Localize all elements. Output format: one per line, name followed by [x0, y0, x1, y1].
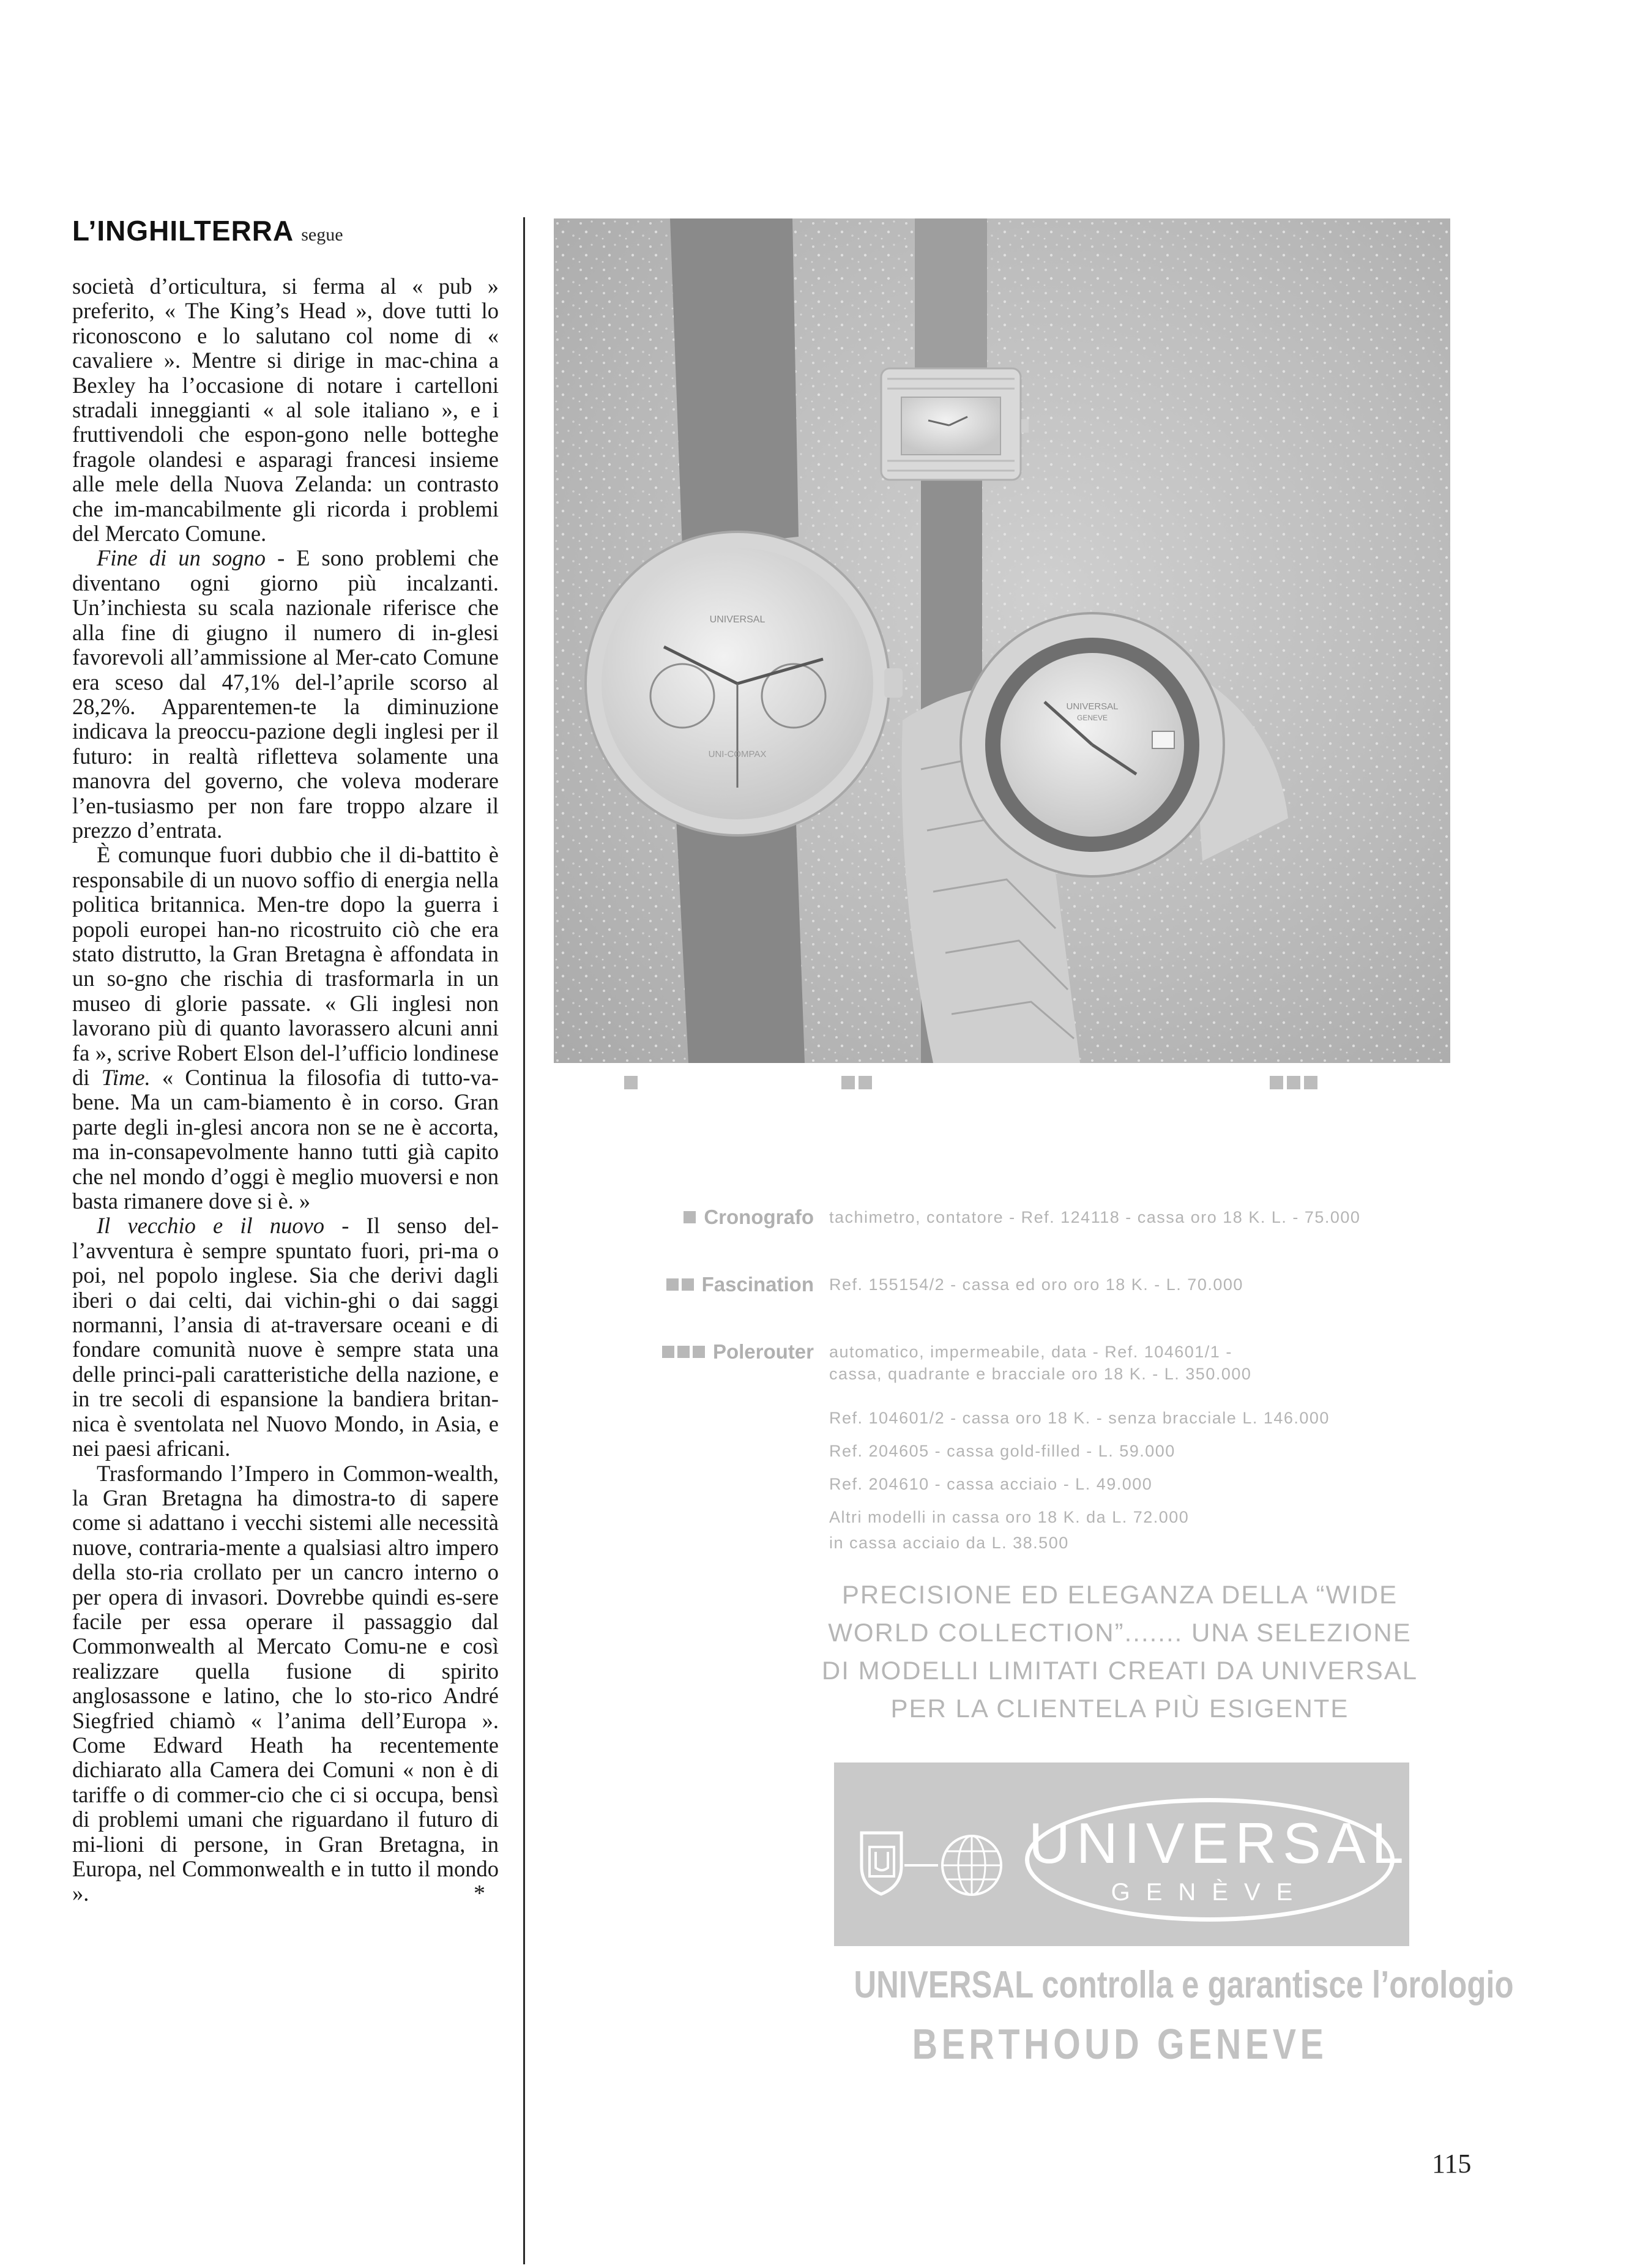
article-line: l’avventura è sempre spuntato fuori, pri-	[72, 1237, 452, 1263]
article-line: pali caratteristiche della nazione, e in tre	[72, 1361, 499, 1412]
article-line: sere facile per essa operare il passaggio	[72, 1584, 499, 1634]
spec-marker	[677, 1346, 690, 1358]
article-line: opera di invasori. Dovrebbe quindi es-	[108, 1584, 463, 1610]
article-line: È comunque fuori dubbio che il di-	[97, 842, 424, 868]
marker-two	[841, 1076, 876, 1089]
article-line: ne e così realizzare quella fusione di	[72, 1633, 499, 1684]
article-line: che nel mondo d’oggi è meglio muoversi	[72, 1163, 443, 1189]
article-paragraph	[72, 274, 499, 546]
article-line: il mondo ».	[72, 1856, 499, 1906]
article-line: l’ufficio londinese di Time. « Continua	[72, 1040, 499, 1090]
end-mark: *	[474, 1881, 485, 1907]
article-line: del governo, che voleva moderare l’en-	[72, 768, 499, 818]
article-line: no ricostruito ciò che era stato distrutto,	[72, 916, 499, 966]
article-line: ma o poi, nel popolo inglese. Sia che	[72, 1237, 499, 1288]
slogan-line: WORLD COLLECTION”....... UNA SELEZIONE	[828, 1618, 1412, 1647]
spec-detail: Ref. 204605 - cassa gold-filled - L. 59.000	[829, 1442, 1175, 1460]
article-line: tusiasmo per non fare troppo alzare il	[114, 793, 499, 818]
polerouter-dial-city: GENEVE	[1076, 714, 1108, 722]
article-paragraph	[72, 1214, 499, 1461]
article-line: glesi favorevoli all’ammissione al Mer-	[72, 619, 499, 670]
article-line: pazione degli inglesi per il futuro: in	[72, 718, 499, 769]
article-line: l’aprile scorso al 28,2%. Apparentemen-	[72, 669, 499, 719]
article-line: che alla fine di giugno il numero di in-	[72, 595, 499, 645]
article-line: tre dopo la guerra i popoli europei han-	[72, 892, 499, 942]
article-line: dell’Europa ». Come Edward Heath ha	[72, 1707, 499, 1758]
article-line: Mercato Comune.	[105, 521, 267, 546]
chronograph-dial-brand: UNIVERSAL	[709, 614, 766, 625]
article-line: società d’orticultura, si ferma al « pub »	[72, 274, 499, 299]
photo-markers	[554, 1076, 1450, 1094]
spec-detail: Altri modelli in cassa oro 18 K. da L. 72.000	[829, 1508, 1190, 1526]
spec-marker	[666, 1278, 679, 1291]
article-line: ria crollato per un cancro interno o per	[72, 1559, 499, 1610]
article-line: china a Bexley ha l’occasione di notare	[72, 348, 499, 398]
article-line: cio che ci si occupa, bensì di problemi	[72, 1781, 499, 1832]
polerouter-dial-brand: UNIVERSAL	[1066, 701, 1119, 712]
spec-detail: automatico, impermeabile, data - Ref. 104601/1 -	[829, 1343, 1232, 1361]
article-line: nuove è sempre stata una delle princi-	[72, 1337, 499, 1387]
article-line: non lavorano più di quanto lavorassero	[72, 990, 499, 1041]
article-line: lioni di persone, in Gran Bretagna, in	[103, 1831, 499, 1857]
article-line: Asia, e nei paesi africani.	[72, 1411, 499, 1461]
watches-illustration	[554, 218, 1450, 1063]
article-line: di energia nella politica britannica. Men-	[72, 867, 499, 917]
chronograph-dial-model: UNI-COMPAX	[708, 749, 767, 759]
article-paragraph	[72, 1461, 499, 1906]
marker-three	[1270, 1076, 1321, 1089]
article-line: preferito, « The King’s Head », dove tutti	[72, 298, 472, 324]
section-continued-label: segue	[301, 225, 343, 245]
article-line: to di sapere come si adattano i vecchi	[72, 1485, 499, 1535]
article-line: glesi ancora non se ne è accorta, ma in-	[72, 1114, 499, 1165]
spec-marker	[684, 1211, 696, 1223]
article-line: spirito anglosassone e latino, che lo sto-	[72, 1658, 499, 1709]
article-line: Nuova Zelanda: un contrasto che im-	[72, 471, 499, 521]
watches-photo	[554, 218, 1450, 1063]
article-line: cato Comune era sceso dal 47,1% del-	[72, 644, 499, 695]
article-line: dal Commonwealth al Mercato Comu-	[72, 1608, 499, 1659]
spec-detail: Ref. 204610 - cassa acciaio - L. 49.000	[829, 1475, 1153, 1493]
article-paragraph	[72, 843, 499, 1214]
article-line: museo di glorie passate. « Gli inglesi	[72, 990, 452, 1016]
slogan-line: PER LA CLIENTELA PIÙ ESIGENTE	[890, 1694, 1349, 1723]
article-line: mente a qualsiasi altro impero della sto-	[72, 1534, 499, 1585]
page-number: 115	[1432, 2149, 1472, 2179]
article-line: biamento è in corso. Gran parte degli in-	[72, 1089, 499, 1140]
article-column	[72, 274, 499, 1906]
crest-and-globe-icon	[859, 1830, 1012, 1897]
article-line: wealth, la Gran Bretagna ha dimostra-	[72, 1460, 499, 1510]
article-line: derivi dagli iberi o dai celti, dai vichin-	[72, 1263, 499, 1313]
spec-name: Polerouter	[662, 1340, 814, 1363]
article-line: ghi o dai saggi normanni, l’ansia di at-	[72, 1287, 499, 1338]
section-header	[72, 214, 343, 247]
article-subhead: Il vecchio e il nuovo	[97, 1213, 325, 1239]
article-line: Europa, nel Commonwealth e in tutto	[72, 1856, 412, 1881]
article-line: la Gran Bretagna è affondata in un so-	[72, 941, 499, 991]
article-line: asparagi francesi insieme alle mele della	[72, 446, 499, 497]
article-line: battito è responsabile di un nuovo soffio	[72, 842, 499, 892]
article-line: alcuni anni fa », scrive Robert Elson del-	[72, 1015, 499, 1065]
article-line: Trasformando l’Impero in Common-	[97, 1460, 434, 1486]
article-subhead: Fine di un sogno	[97, 545, 266, 571]
section-title: L’INGHILTERRA	[72, 215, 294, 247]
column-divider	[523, 217, 525, 2264]
article-line: « cavaliere ». Mentre si dirige in mac-	[72, 323, 499, 373]
article-line: mancabilmente gli ricorda i problemi del	[72, 496, 499, 546]
article-line: lo riconoscono e lo salutano col nome di	[72, 298, 499, 348]
guarantee-tagline: UNIVERSAL controlla e garantisce l’orologio	[854, 1964, 1514, 2006]
article-line: rico André Siegfried chiamò « l’anima	[72, 1683, 499, 1733]
spec-name: Fascination	[666, 1273, 814, 1296]
article-line: Un’inchiesta su scala nazionale riferisce	[72, 595, 456, 621]
spec-detail: Ref. 104601/2 - cassa oro 18 K. - senza bracciale L. 146.000	[829, 1409, 1330, 1427]
article-line: umani che riguardano il futuro di mi-	[72, 1807, 499, 1857]
article-line: te la diminuzione indicava la preoccu-	[72, 693, 499, 744]
article-line: prezzo d’entrata.	[72, 817, 223, 843]
slogan-line: DI MODELLI LIMITATI CREATI DA UNIVERSAL	[821, 1656, 1418, 1685]
spec-name: Cronografo	[684, 1206, 814, 1229]
logo-city: GENÈVE	[1111, 1879, 1309, 1906]
article-line: traversare oceani e di fondare comunità	[72, 1312, 499, 1362]
slogan-line: PRECISIONE ED ELEGANZA DELLA “WIDE	[841, 1580, 1398, 1609]
article-line: gono nelle botteghe fragole olandesi e	[72, 422, 499, 472]
article-line: realtà rifletteva solamente una manovra	[72, 743, 499, 794]
ad-slogan	[795, 1576, 1444, 1728]
logo-brand-name: UNIVERSAL	[1029, 1811, 1410, 1875]
article-line: sistemi alle necessità nuove, contraria-	[72, 1510, 499, 1560]
article-line: Comuni « non è di tariffe o di commer-	[72, 1757, 499, 1807]
article-line: e non basta rimanere dove si è. »	[72, 1163, 499, 1214]
spec-detail: in cassa acciaio da L. 38.500	[829, 1534, 1069, 1552]
article-paragraph	[72, 546, 499, 843]
spec-detail: tachimetro, contatore - Ref. 124118 - cassa oro 18 K. L. - 75.000	[829, 1208, 1361, 1226]
article-line: recentemente dichiarato alla Camera dei	[72, 1732, 499, 1783]
article-line: nica è sventolata nel Nuovo Mondo, in	[72, 1411, 430, 1436]
spec-marker	[693, 1346, 705, 1358]
article-line: - Il senso del-	[324, 1213, 499, 1239]
spec-detail: cassa, quadrante e bracciale oro 18 K. - L. 350.000	[829, 1365, 1252, 1383]
brand-logo-box	[834, 1763, 1409, 1946]
spec-marker	[662, 1346, 674, 1358]
article-line: gno che rischia di trasformarla in un	[134, 966, 499, 991]
marker-one	[624, 1076, 641, 1089]
guarantee-brand: BERTHOUD GENEVE	[912, 2020, 1328, 2068]
article-line: italiano », e i fruttivendoli che espon-	[72, 397, 499, 447]
article-line: i cartelloni stradali inneggianti « al sole	[72, 372, 499, 423]
spec-detail: Ref. 155154/2 - cassa ed oro oro 18 K. - L. 70.000	[829, 1275, 1243, 1294]
article-line: consapevolmente hanno tutti già capito	[133, 1139, 499, 1165]
article-line: la filosofia di tutto-va-bene. Ma un cam-	[72, 1065, 499, 1115]
article-line: - E sono problemi	[266, 545, 456, 571]
article-line: che diventano ogni giorno più incalzanti.	[72, 545, 499, 595]
article-line: secoli di espansione la bandiera britan-	[132, 1386, 499, 1412]
spec-marker	[682, 1278, 694, 1291]
